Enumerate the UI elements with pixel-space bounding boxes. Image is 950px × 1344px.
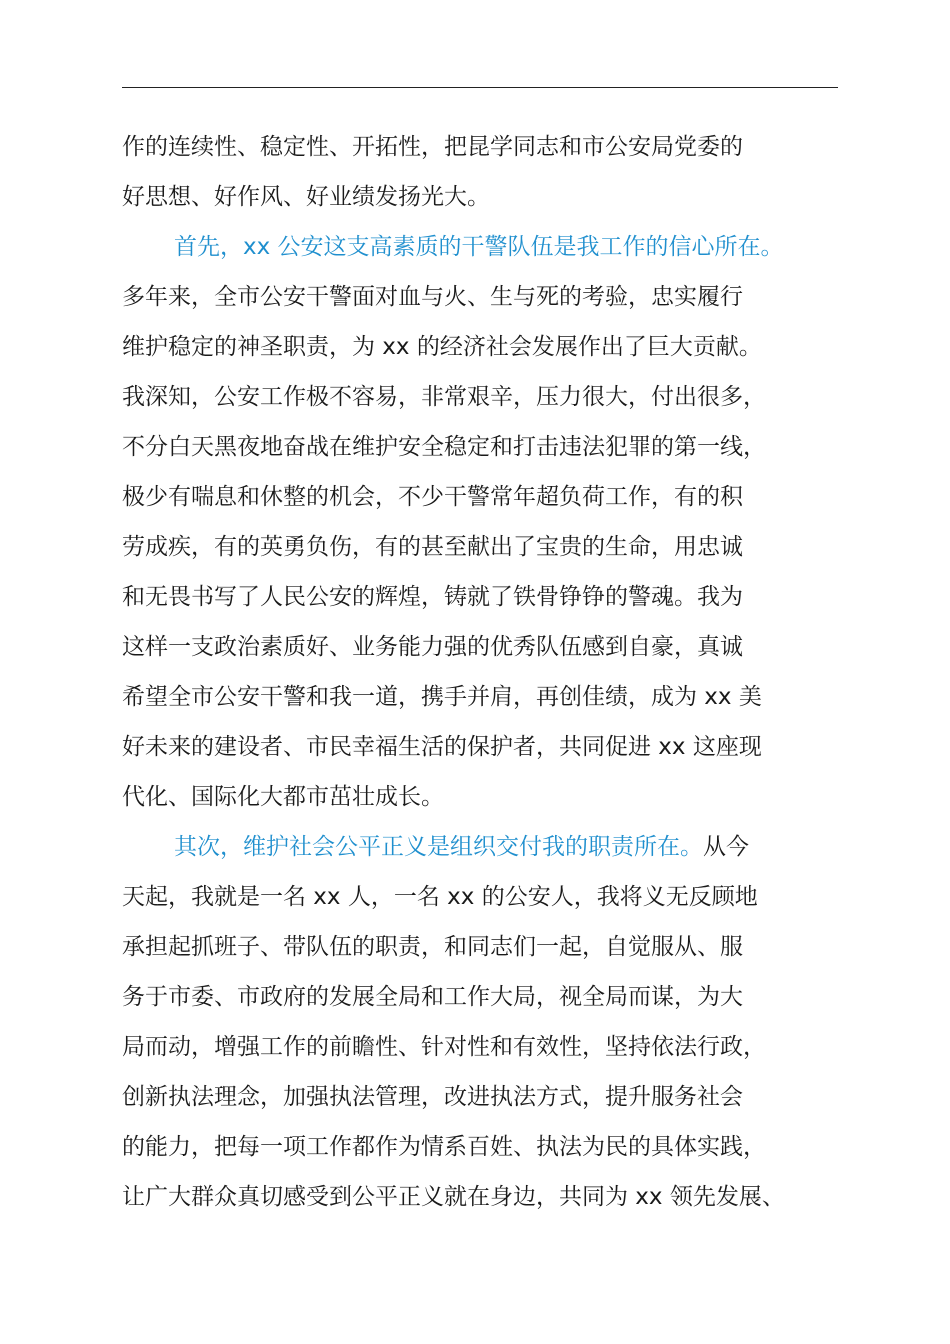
text-line: 多年来，全市公安干警面对血与火、生与死的考验，忠实履行 — [122, 284, 743, 310]
text-line: 天起，我就是一名 xx 人，一名 xx 的公安人，我将义无反顾地 — [122, 884, 758, 910]
text-line: 承担起抓班子、带队伍的职责，和同志们一起，自觉服从、服 — [122, 934, 743, 960]
text-line: 局而动，增强工作的前瞻性、针对性和有效性，坚持依法行政， — [122, 1034, 766, 1060]
text-line: 和无畏书写了人民公安的辉煌，铸就了铁骨铮铮的警魂。我为 — [122, 584, 743, 610]
text-line: 创新执法理念，加强执法管理，改进执法方式，提升服务社会 — [122, 1084, 743, 1110]
highlighted-sentence: 其次，维护社会公平正义是组织交付我的职责所在。 — [174, 834, 703, 860]
text-line: 作的连续性、稳定性、开拓性，把昆学同志和市公安局党委的 — [122, 134, 743, 160]
text-line: 希望全市公安干警和我一道，携手并肩，再创佳绩，成为 xx 美 — [122, 684, 762, 710]
text-line: 好未来的建设者、市民幸福生活的保护者，共同促进 xx 这座现 — [122, 734, 762, 760]
text-line: 务于市委、市政府的发展全局和工作大局，视全局而谋，为大 — [122, 984, 743, 1010]
text-line: 极少有喘息和休整的机会，不少干警常年超负荷工作，有的积 — [122, 484, 743, 510]
paragraph-heading-line — [122, 222, 862, 272]
text-line: 劳成疾，有的英勇负伤，有的甚至献出了宝贵的生命，用忠诚 — [122, 534, 743, 560]
text-line: 这样一支政治素质好、业务能力强的优秀队伍感到自豪，真诚 — [122, 634, 743, 660]
text-line: 我深知，公安工作极不容易，非常艰辛，压力很大，付出很多， — [122, 384, 766, 410]
text-line: 好思想、好作风、好业绩发扬光大。 — [122, 184, 490, 210]
header-rule — [122, 87, 838, 88]
document-body — [122, 122, 862, 1222]
text-line: 让广大群众真切感受到公平正义就在身边，共同为 xx 领先发展、 — [122, 1184, 785, 1210]
paragraph-heading-line — [122, 822, 862, 872]
highlighted-sentence: 首先，xx 公安这支高素质的干警队伍是我工作的信心所在。 — [174, 234, 784, 260]
text-line: 的能力，把每一项工作都作为情系百姓、执法为民的具体实践， — [122, 1134, 766, 1160]
text-line: 维护稳定的神圣职责，为 xx 的经济社会发展作出了巨大贡献。 — [122, 334, 762, 360]
text-line: 代化、国际化大都市茁壮成长。 — [122, 784, 444, 810]
text-span: 从今 — [703, 834, 749, 860]
text-line: 不分白天黑夜地奋战在维护安全稳定和打击违法犯罪的第一线， — [122, 434, 766, 460]
